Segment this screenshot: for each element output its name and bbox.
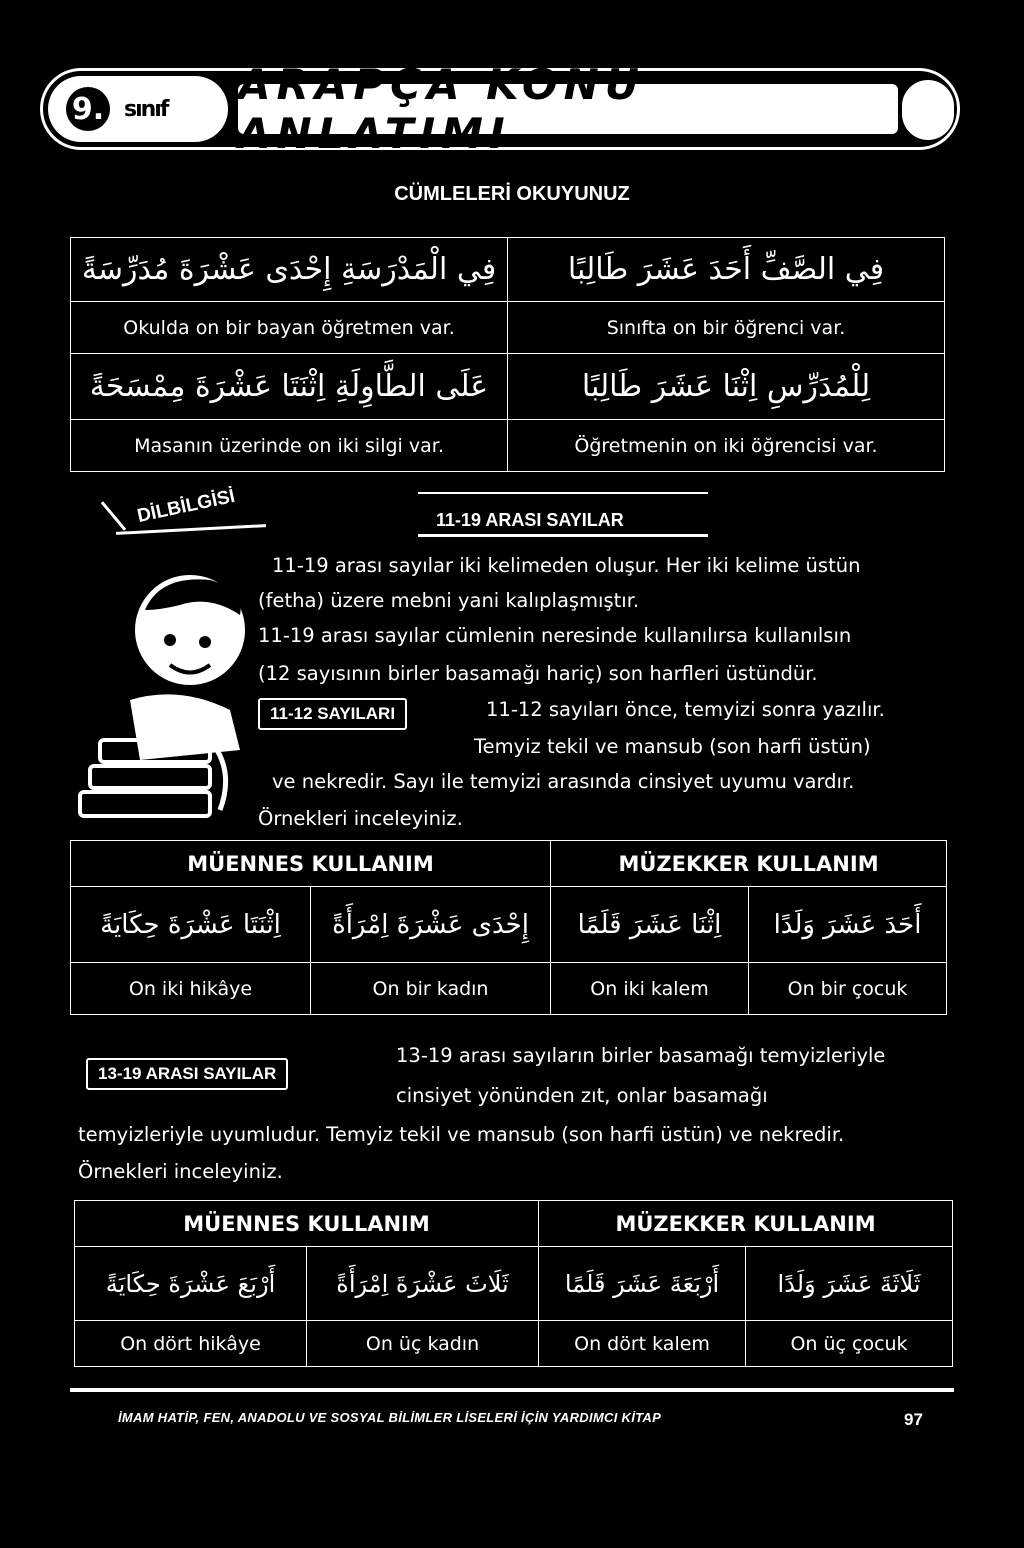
examples-table-13-19 bbox=[74, 1200, 953, 1367]
rule-line: (fetha) üzere mebni yani kalıplaşmıştır. bbox=[258, 589, 640, 612]
example-arabic: إِحْدَى عَشْرَةَ اِمْرَأَةً bbox=[311, 887, 551, 963]
example-turkish: On üç kadın bbox=[307, 1321, 539, 1367]
page-number: 97 bbox=[904, 1410, 923, 1429]
sentence-turkish: Öğretmenin on iki öğrencisi var. bbox=[508, 420, 945, 472]
example-turkish: On bir çocuk bbox=[749, 963, 947, 1015]
example-turkish: On iki hikâye bbox=[71, 963, 311, 1015]
topic-title-underline bbox=[418, 534, 708, 537]
rule-line: 13-19 arası sayıların birler basamağı temyizleriyle bbox=[396, 1044, 886, 1067]
box-13-19-label: 13-19 ARASI SAYILAR bbox=[86, 1058, 288, 1090]
example-arabic: ثَلَاثَ عَشْرَةَ اِمْرَأَةً bbox=[307, 1247, 539, 1321]
page-title: ARAPÇA KONU ANLATIMI bbox=[238, 84, 898, 134]
dilbilgisi-label: DİLBİLGİSİ bbox=[135, 485, 237, 528]
boy-reading-illustration bbox=[60, 570, 260, 830]
header-muzekker: MÜZEKKER KULLANIM bbox=[539, 1201, 953, 1247]
example-turkish: On dört kalem bbox=[539, 1321, 746, 1367]
grade-badge bbox=[48, 76, 228, 142]
section-heading: CÜMLELERİ OKUYUNUZ bbox=[394, 183, 630, 205]
sentence-arabic: لِلْمُدَرِّسِ اِثْنَا عَشَرَ طَالِبًا bbox=[508, 354, 945, 420]
example-turkish: On bir kadın bbox=[311, 963, 551, 1015]
header-muennes: MÜENNES KULLANIM bbox=[75, 1201, 539, 1247]
grade-number: 9. bbox=[66, 87, 110, 131]
example-turkish: On dört hikâye bbox=[75, 1321, 307, 1367]
examples-table-11-12 bbox=[70, 840, 947, 1015]
header-muennes: MÜENNES KULLANIM bbox=[71, 841, 551, 887]
example-arabic: أَحَدَ عَشَرَ وَلَدًا bbox=[749, 887, 947, 963]
sentences-table bbox=[70, 237, 945, 472]
sentence-arabic: فِي الصَّفِّ أَحَدَ عَشَرَ طَالِبًا bbox=[508, 238, 945, 302]
dilbilgisi-underline-diagonal bbox=[101, 501, 126, 531]
banner-end-decoration bbox=[902, 80, 954, 140]
topic-title-top-line bbox=[418, 492, 708, 494]
rule-line: temyizleriyle uyumludur. Temyiz tekil ve mansub (son harfi üstün) ve nekredir. bbox=[78, 1123, 845, 1146]
sentence-turkish: Okulda on bir bayan öğretmen var. bbox=[71, 302, 508, 354]
grade-label: sınıf bbox=[124, 96, 168, 122]
example-turkish: On üç çocuk bbox=[746, 1321, 953, 1367]
rule-line: Temyiz tekil ve mansub (son harfi üstün) bbox=[474, 735, 871, 758]
example-arabic: اِثْنَتَا عَشْرَةَ حِكَايَةً bbox=[71, 887, 311, 963]
rule-line: ve nekredir. Sayı ile temyizi arasında cinsiyet uyumu vardır. bbox=[272, 770, 855, 793]
header-muzekker: MÜZEKKER KULLANIM bbox=[551, 841, 947, 887]
topic-title: 11-19 ARASI SAYILAR bbox=[436, 510, 624, 530]
rule-line: (12 sayısının birler basamağı hariç) son harfleri üstündür. bbox=[258, 662, 818, 685]
example-arabic: أَرْبَعَةَ عَشَرَ قَلَمًا bbox=[539, 1247, 746, 1321]
rule-line: Örnekleri inceleyiniz. bbox=[78, 1160, 283, 1183]
sentence-turkish: Sınıfta on bir öğrenci var. bbox=[508, 302, 945, 354]
sentence-arabic: فِي الْمَدْرَسَةِ إِحْدَى عَشْرَةَ مُدَرِّسَةً bbox=[71, 238, 508, 302]
rule-line: 11-19 arası sayılar iki kelimeden oluşur. Her iki kelime üstün bbox=[272, 554, 861, 577]
rule-line: 11-19 arası sayılar cümlenin neresinde kullanılırsa kullanılsın bbox=[258, 624, 852, 647]
example-arabic: ثَلَاثَةَ عَشَرَ وَلَدًا bbox=[746, 1247, 953, 1321]
box-11-12-label: 11-12 SAYILARI bbox=[258, 698, 407, 730]
example-turkish: On iki kalem bbox=[551, 963, 749, 1015]
example-arabic: اِثْنَا عَشَرَ قَلَمًا bbox=[551, 887, 749, 963]
rule-line: cinsiyet yönünden zıt, onlar basamağı bbox=[396, 1084, 768, 1107]
sentence-turkish: Masanın üzerinde on iki silgi var. bbox=[71, 420, 508, 472]
sentence-arabic: عَلَى الطَّاوِلَةِ اِثْنَتَا عَشْرَةَ مِمْسَحَةً bbox=[71, 354, 508, 420]
rule-line: Örnekleri inceleyiniz. bbox=[258, 807, 463, 830]
footer-divider bbox=[70, 1388, 954, 1392]
footer-text: İMAM HATİP, FEN, ANADOLU VE SOSYAL BİLİMLER LİSELERİ İÇİN YARDIMCI KİTAP bbox=[118, 1410, 662, 1425]
example-arabic: أَرْبَعَ عَشْرَةَ حِكَايَةً bbox=[75, 1247, 307, 1321]
rule-line: 11-12 sayıları önce, temyizi sonra yazılır. bbox=[486, 698, 885, 721]
